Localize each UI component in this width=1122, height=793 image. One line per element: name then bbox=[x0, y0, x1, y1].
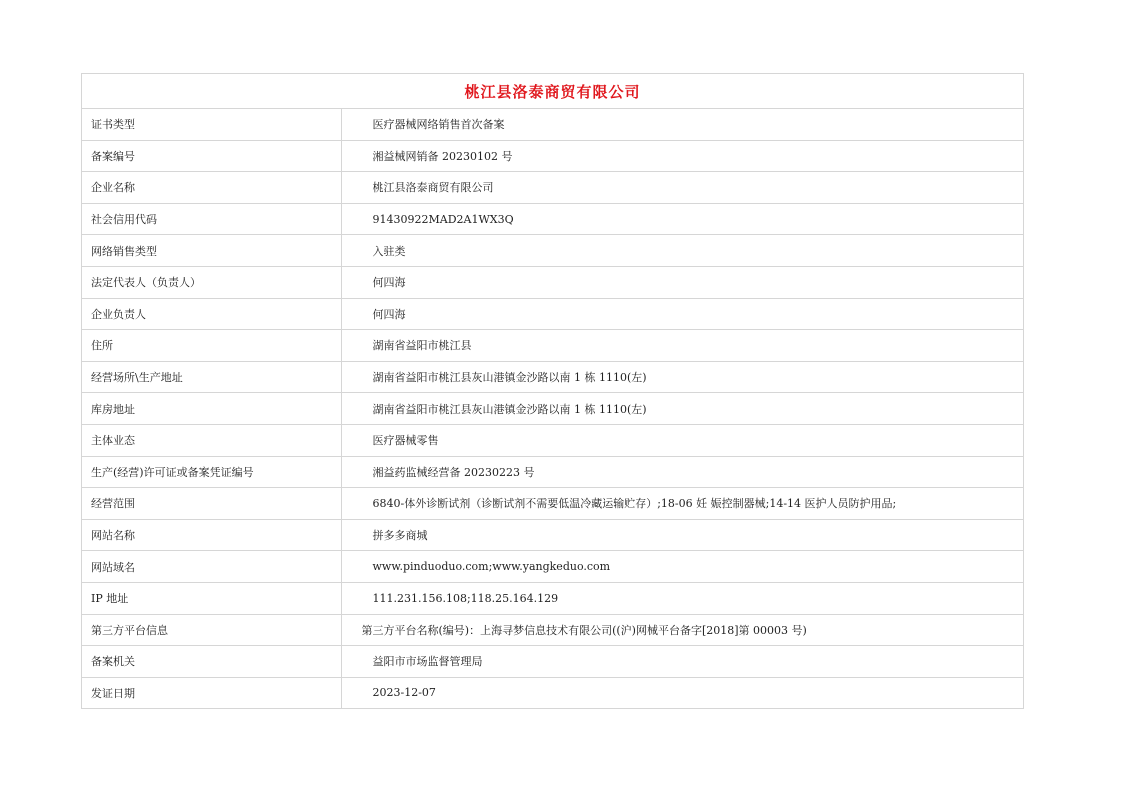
row-label: 生产(经营)许可证或备案凭证编号 bbox=[82, 456, 341, 488]
row-value: 何四海 bbox=[341, 298, 1023, 330]
row-value: 入驻类 bbox=[341, 235, 1023, 267]
row-value: 桃江县洛泰商贸有限公司 bbox=[341, 172, 1023, 204]
table-row bbox=[82, 488, 1023, 520]
row-label: IP 地址 bbox=[82, 582, 341, 614]
row-label: 经营场所\生产地址 bbox=[82, 361, 341, 393]
row-label: 经营范围 bbox=[82, 488, 341, 520]
row-value: 拼多多商城 bbox=[341, 519, 1023, 551]
table-row bbox=[82, 266, 1023, 298]
row-label: 法定代表人（负责人） bbox=[82, 266, 341, 298]
table-row bbox=[82, 393, 1023, 425]
row-label: 证书类型 bbox=[82, 109, 341, 140]
row-label: 网络销售类型 bbox=[82, 235, 341, 267]
row-value: 湖南省益阳市桃江县灰山港镇金沙路以南 1 栋 1110(左) bbox=[341, 361, 1023, 393]
row-value: 第三方平台名称(编号)：上海寻梦信息技术有限公司((沪)网械平台备字[2018]第 00003 号) bbox=[341, 614, 1023, 646]
table-row bbox=[82, 424, 1023, 456]
row-label: 备案编号 bbox=[82, 140, 341, 172]
table-row bbox=[82, 614, 1023, 646]
row-label: 住所 bbox=[82, 330, 341, 362]
table-row bbox=[82, 235, 1023, 267]
row-label: 库房地址 bbox=[82, 393, 341, 425]
row-value: 湖南省益阳市桃江县 bbox=[341, 330, 1023, 362]
table-row bbox=[82, 109, 1023, 140]
table-row bbox=[82, 551, 1023, 583]
table-row bbox=[82, 140, 1023, 172]
table-row bbox=[82, 361, 1023, 393]
table-row bbox=[82, 677, 1023, 708]
row-label: 第三方平台信息 bbox=[82, 614, 341, 646]
row-label: 企业名称 bbox=[82, 172, 341, 204]
row-value: 益阳市市场监督管理局 bbox=[341, 646, 1023, 678]
info-table bbox=[82, 109, 1023, 708]
table-row bbox=[82, 519, 1023, 551]
row-value: 6840-体外诊断试剂（诊断试剂不需要低温冷藏运输贮存）;18-06 妊 娠控制器械;14-14 医护人员防护用品; bbox=[341, 488, 1023, 520]
row-value: 湖南省益阳市桃江县灰山港镇金沙路以南 1 栋 1110(左) bbox=[341, 393, 1023, 425]
row-value: www.pinduoduo.com;www.yangkeduo.com bbox=[341, 551, 1023, 583]
row-label: 网站名称 bbox=[82, 519, 341, 551]
table-row bbox=[82, 172, 1023, 204]
row-value: 111.231.156.108;118.25.164.129 bbox=[341, 582, 1023, 614]
row-label: 网站域名 bbox=[82, 551, 341, 583]
row-label: 社会信用代码 bbox=[82, 203, 341, 235]
row-value: 湘益药监械经营备 20230223 号 bbox=[341, 456, 1023, 488]
row-value: 湘益械网销备 20230102 号 bbox=[341, 140, 1023, 172]
table-row bbox=[82, 646, 1023, 678]
table-row bbox=[82, 456, 1023, 488]
row-value: 2023-12-07 bbox=[341, 677, 1023, 708]
row-value: 何四海 bbox=[341, 266, 1023, 298]
row-label: 发证日期 bbox=[82, 677, 341, 708]
record-sheet bbox=[81, 73, 1024, 709]
row-value: 医疗器械网络销售首次备案 bbox=[372, 118, 505, 132]
company-title: 桃江县洛泰商贸有限公司 bbox=[82, 74, 1023, 109]
row-label: 主体业态 bbox=[82, 424, 341, 456]
table-row bbox=[82, 298, 1023, 330]
row-label: 备案机关 bbox=[82, 646, 341, 678]
row-value: 医疗器械零售 bbox=[341, 424, 1023, 456]
row-label: 企业负责人 bbox=[82, 298, 341, 330]
table-row bbox=[82, 582, 1023, 614]
row-value: 91430922MAD2A1WX3Q bbox=[341, 203, 1023, 235]
table-row bbox=[82, 203, 1023, 235]
table-row bbox=[82, 330, 1023, 362]
